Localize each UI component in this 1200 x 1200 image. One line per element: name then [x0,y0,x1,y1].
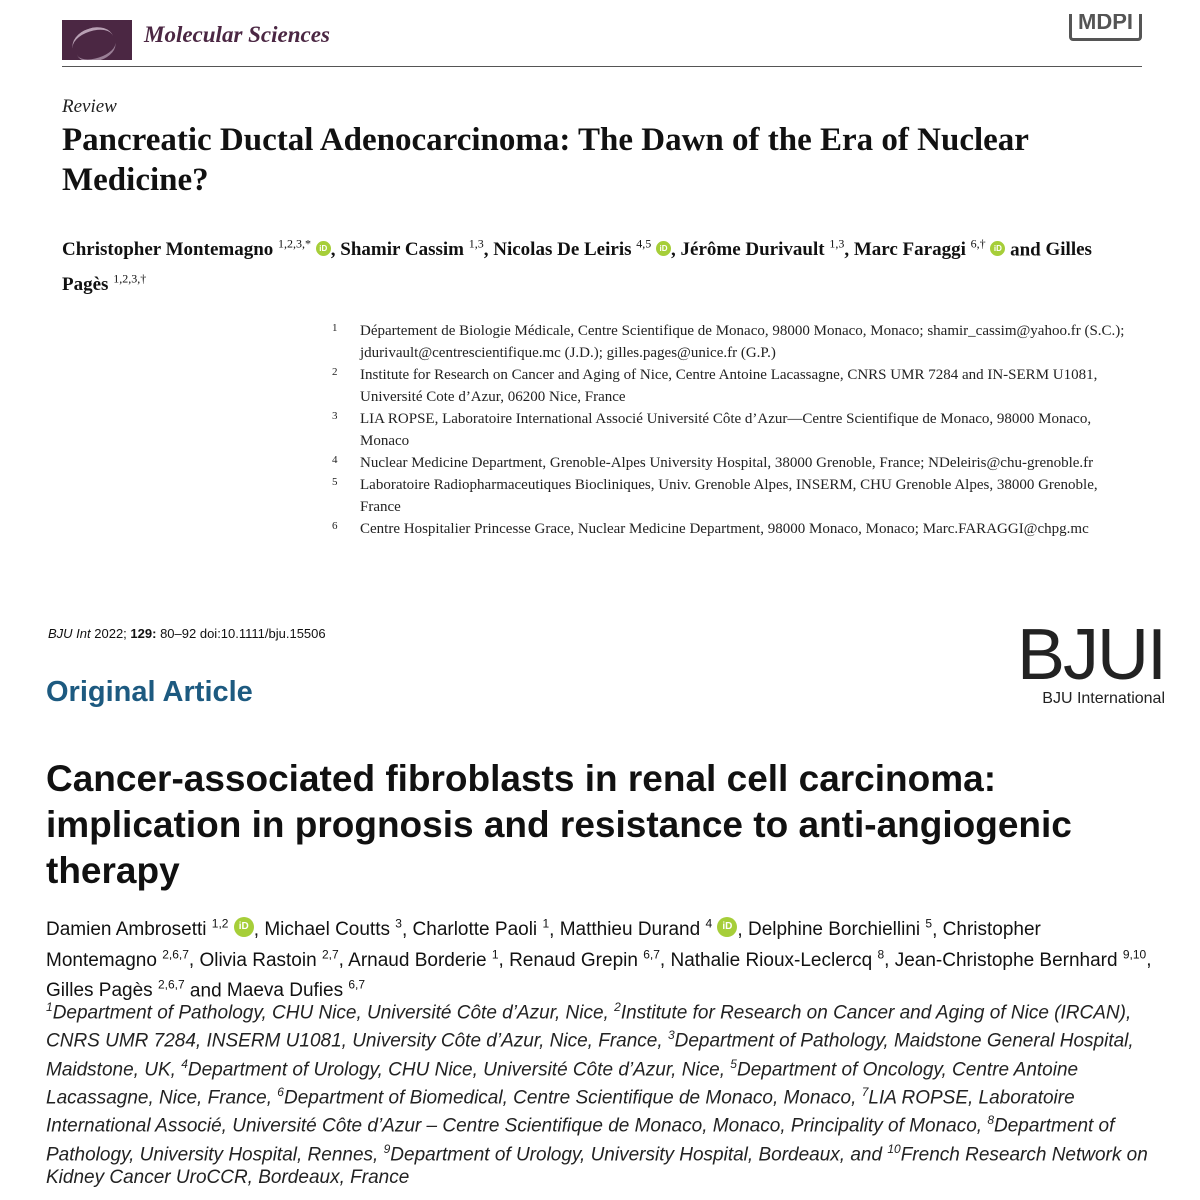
author-name: Olivia Rastoin [199,949,317,971]
affiliation-superscript: 1,3 [829,237,845,251]
affiliation-superscript: 4 [705,917,713,931]
affiliation-superscript: 6,7 [643,947,660,962]
orcid-icon: iD [234,917,254,937]
affiliation-text: LIA ROPSE, Laboratoire International Associé Université Côte d’Azur—Centre Scientifique de Monaco, 98000 Monaco, Monaco [360,411,1092,449]
journal-name: Molecular Sciences [144,22,330,47]
affiliation-superscript: 1 [46,1000,53,1014]
author-name: Nathalie Rioux-Leclercq [670,949,873,971]
citation-pages-doi: 80–92 doi:10.1111/bju.15506 [160,626,326,641]
orcid-icon: iD [656,241,671,256]
orcid-icon: iD [990,241,1005,256]
author-name: Marc Faraggi [853,239,966,261]
affiliation-text: Department of Oncology, Centre Antoine Lacassagne, Nice, France, [46,1058,1079,1109]
affiliation-superscript: 4 [181,1056,188,1071]
affiliation-superscript: 4,5 [636,237,652,251]
affiliation-superscript: 10 [887,1141,901,1156]
author [560,919,738,940]
author-name: Shamir Cassim [340,239,464,261]
article-type: Review [62,96,117,117]
affiliation-text: Department of Pathology, CHU Nice, Université Côte d’Azur, Nice, [52,1002,609,1024]
affiliation-number: 5 [332,476,338,488]
affiliation-superscript: 1,2,3,* [278,237,312,251]
citation-year: 2022; [94,626,127,641]
affiliation-superscript: 6,7 [348,977,366,992]
affiliation-superscript: 5 [925,917,933,931]
author-name: Renaud Grepin [509,949,638,971]
affiliation-superscript: 2,6,7 [162,947,189,962]
affiliation-superscript: 1,2 [211,917,229,931]
affiliation-text: Institute for Research on Cancer and Aging of Nice, Centre Antoine Lacassagne, CNRS UMR 7284 and IN-SERM U1081, Université Cote d’Azur, 06200 Nice, France [360,367,1098,405]
author [62,239,331,260]
affiliation-superscript: 1 [542,917,550,931]
affiliation-text: Nuclear Medicine Department, Grenoble-Alpes University Hospital, 38000 Grenoble, France; NDeleiris@chu-grenoble.fr [360,455,1094,471]
author-name: Maeva Dufies [226,979,344,1001]
author [340,239,483,260]
affiliation-item [330,320,1130,364]
affiliation-superscript: 7 [861,1084,869,1099]
affiliation-text: Département de Biologie Médicale, Centre Scientifique de Monaco, 98000 Monaco, Monaco; shamir_cassim@yahoo.fr (S.C.); jdurivault@centrescientifique.mc (J.D.); gilles.pages@unice.fr (G.P.) [360,323,1125,361]
affiliation-text: Department of Pathology, Maidstone General Hospital, Maidstone, UK, [46,1030,1134,1080]
affiliation-superscript: 2 [614,1000,621,1014]
author [413,919,550,940]
author-list: Christopher Montemagno $^{1,2,3,*}$ iD , Shamir Cassim $^{1,3}$, Nicolas De Leiris $^{4,5}$ iD , Jérôme Durivault $^{1,3}$, Marc Faraggi $^{6,\dagger}$ iD and Gilles Pagès $^{1,2,3,\dagger}$ [62,237,1092,295]
affiliation-text: French Research Network on Kidney Cancer UroCCR, Bordeaux, France [46,1143,1148,1188]
affiliation-number: 6 [332,520,338,532]
author-name: Charlotte Paoli [412,919,538,941]
orcid-icon: iD [316,241,331,256]
affiliation-text: LIA ROPSE, Laboratoire International Associé, Université Côte d’Azur – Centre Scientifique de Monaco, Monaco, Principality of Monaco, [46,1087,1075,1137]
author-name: Gilles Pagès [62,239,1092,295]
affiliation-text: Institute for Research on Cancer and Aging of Nice (IRCAN), CNRS UMR 7284, INSERM U1081, University Côte d’Azur, Nice, France, [46,1002,1132,1052]
author-name: Christopher Montemagno [46,919,1041,971]
affiliation-list [330,320,1130,540]
affiliation-item [330,364,1130,408]
affiliation-item [330,518,1130,540]
author-name: Michael Coutts [264,919,390,941]
affiliation-text: Department of Biomedical, Centre Scientifique de Monaco, Monaco, [283,1087,857,1109]
author-name: Nicolas De Leiris [493,239,632,261]
citation-line [48,626,326,641]
author [670,947,885,971]
author [509,947,660,971]
affiliation-superscript: 6 [277,1084,284,1099]
affiliation-superscript: 8 [987,1113,995,1128]
affiliation-superscript: 3 [395,917,402,931]
affiliation-text: Centre Hospitalier Princesse Grace, Nuclear Medicine Department, 98000 Monaco, Monaco; Marc.FARAGGI@chpg.mc [360,521,1089,537]
author-name: Damien Ambrosetti [46,919,207,941]
affiliation-number: 3 [332,410,338,422]
author [748,919,932,940]
journal-header [62,14,1142,67]
author-list: Damien Ambrosetti $^{1,2}$ iD , Michael Coutts $^3$, Charlotte Paoli $^1$, Matthieu Durand $^4$ iD , Delphine Borchiellini $^5$, Christopher Montemagno $^{2,6,7}$, Olivia Rastoin $^{2,7}$, Arnaud Borderie $^1$, Renaud Grepin $^{6,7}$, Nathalie Rioux-Leclercq $^8$, Jean-Christophe Bernhard $^{9,10}$, Gilles Pagès $^{2,6,7}$ and Maeva Dufies $^{6,7}$ [46,917,1152,1001]
author [46,919,254,940]
affiliation-superscript: 2,6,7 [157,977,185,992]
article-type: Original Article [46,676,253,708]
author [854,239,1006,260]
author-name: Delphine Borchiellini [747,919,921,941]
paper-title: Cancer-associated fibroblasts in renal cell carcinoma: implication in prognosis and resistance to anti-angiogenic therapy [46,758,1072,891]
affiliation-item [330,452,1130,474]
affiliation-superscript: 6,† [970,237,986,251]
author [681,239,845,260]
paper-title: Pancreatic Ductal Adenocarcinoma: The Dawn of the Era of Nuclear Medicine? [62,122,1029,198]
journal-logo-subtitle: BJU International [1042,690,1165,707]
affiliation-superscript: 2,7 [321,947,339,962]
publisher-logo: MDPI [1069,14,1142,41]
author [199,947,339,971]
affiliation-number: 2 [332,366,338,378]
journal-logo-mark: BJUI [1016,615,1165,695]
affiliation-item [330,474,1130,518]
affiliation-paragraph [46,996,1161,1189]
author-name: Gilles Pagès [46,979,153,1001]
affiliation-text: Department of Pathology, University Hospital, Rennes, [46,1115,1115,1165]
citation-volume: 129: [130,626,157,641]
author [348,947,499,971]
affiliation-number: 1 [332,322,338,334]
orcid-icon: iD [717,917,737,937]
author-name: Matthieu Durand [559,919,701,941]
author-name: Jérôme Durivault [680,239,825,261]
affiliation-superscript: 3 [667,1028,675,1043]
affiliation-number: 4 [332,454,338,466]
author-name: Jean-Christophe Bernhard [894,949,1118,971]
affiliation-superscript: 1,2,3,† [113,271,147,286]
author [493,239,671,260]
author [264,919,402,940]
journal-logo [1010,615,1165,708]
affiliation-superscript: 9,10 [1122,947,1147,962]
affiliation-text: Department of Urology, CHU Nice, Université Côte d’Azur, Nice, [187,1058,725,1080]
affiliation-text: Laboratoire Radiopharmaceutiques Biocliniques, Univ. Grenoble Alpes, INSERM, CHU Grenoble Alpes, 38000 Grenoble, France [360,477,1098,515]
affiliation-superscript: 8 [877,947,885,962]
author-name: Arnaud Borderie [348,949,487,971]
affiliation-superscript: 9 [383,1141,391,1156]
affiliation-item [330,408,1130,452]
author-name: Christopher Montemagno [62,239,274,261]
affiliation-text: Department of Urology, University Hospital, Bordeaux, and [390,1143,883,1165]
affiliation-superscript: 5 [730,1056,737,1071]
citation-journal: BJU Int [48,626,91,641]
affiliation-superscript: 1,3 [468,237,484,251]
author [894,947,1147,971]
affiliation-superscript: 1 [491,947,499,962]
dna-helix-icon [62,20,132,60]
